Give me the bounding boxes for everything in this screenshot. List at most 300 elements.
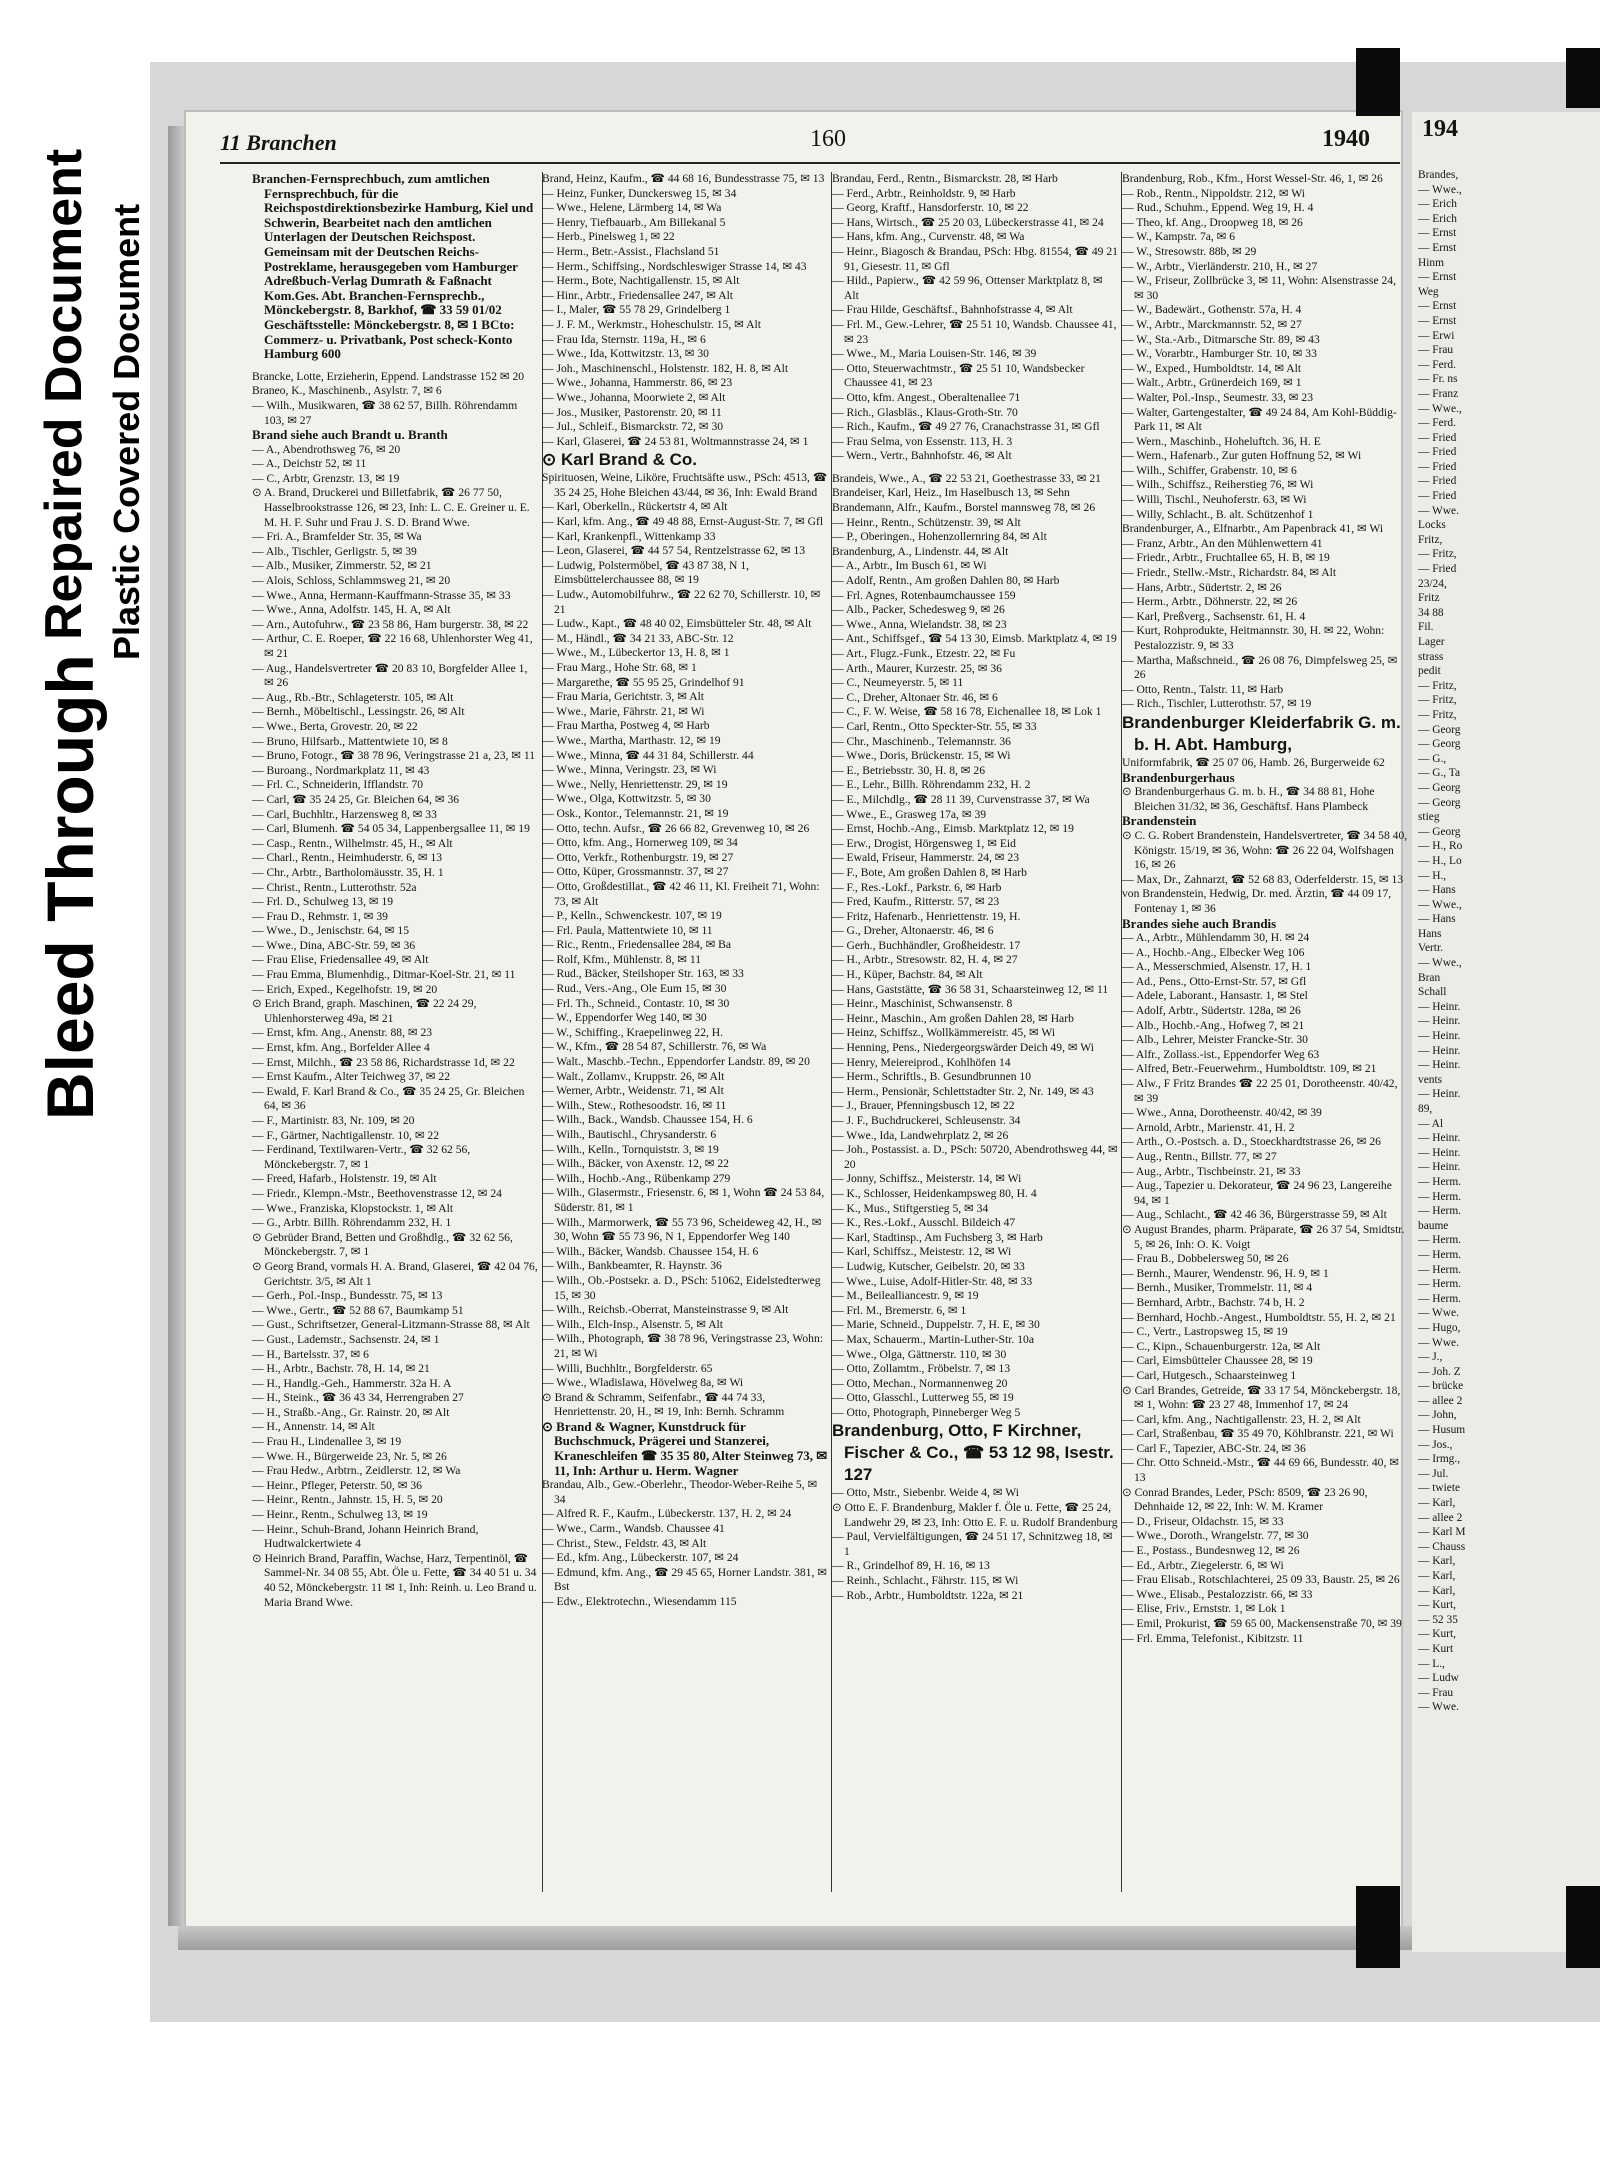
directory-entry: — Rich., Tischler, Lutterothstr. 57, ✉ 19: [1122, 697, 1312, 711]
adjacent-page-line: — Heinr.: [1418, 1044, 1461, 1057]
directory-entry: ⊙ Georg Brand, vormals H. A. Brand, Glaserei, ☎ 42 04 76, Gerichtstr. 3/5, ✉ Alt 1: [252, 1259, 538, 1288]
adjacent-page-line: — twiete: [1418, 1482, 1461, 1495]
directory-entry: — Rud., Schuhm., Eppend. Weg 19, H. 4: [1122, 201, 1314, 215]
directory-entry: — Wwe. H., Bürgerweide 23, Nr. 5, ✉ 26: [252, 1449, 447, 1463]
directory-entry: — Alfred R. F., Kaufm., Lübeckerstr. 137, H. 2, ✉ 24: [542, 1507, 792, 1521]
adjacent-page-line: — Fritz,: [1418, 694, 1457, 707]
directory-entry: — H., Steink., ☎ 36 43 34, Herrengraben 27: [252, 1391, 464, 1405]
directory-entry: ⊙ Karl Brand & Co.: [542, 450, 697, 470]
adjacent-page-line: Fil.: [1418, 621, 1434, 634]
directory-entry: — Wilh., Schiffer, Grabenstr. 10, ✉ 6: [1122, 463, 1297, 477]
directory-entry: — Leon, Glaserei, ☎ 44 57 54, Rentzelstrasse 62, ✉ 13: [542, 544, 806, 558]
adjacent-page-line: — Georg: [1418, 796, 1461, 809]
directory-entry: — Margarethe, ☎ 55 95 25, Grindelhof 91: [542, 675, 745, 689]
directory-entry: — Frau Hedw., Arbtrn., Zeidlerstr. 12, ✉ Wa: [252, 1464, 461, 1478]
directory-entry: — Freed, Hafarb., Holstenstr. 19, ✉ Alt: [252, 1172, 437, 1186]
directory-entry: — Ewald, F. Karl Brand & Co., ☎ 35 24 25, Gr. Bleichen 64, ✉ 36: [252, 1084, 525, 1113]
directory-entry: — Ant., Schiffsgef., ☎ 54 13 30, Eimsb. Marktplatz 4, ✉ 19: [832, 632, 1117, 646]
directory-entry: — G., Arbtr. Billh. Röhrendamm 232, H. 1: [252, 1216, 452, 1230]
directory-entry: — Wern., Vertr., Bahnhofstr. 46, ✉ Alt: [832, 449, 1012, 463]
directory-entry: — K., Schlosser, Heidenkampsweg 80, H. 4: [832, 1186, 1037, 1200]
directory-entry: — Hild., Papierw., ☎ 42 59 96, Ottenser Marktplatz 8, ✉ Alt: [832, 274, 1103, 302]
directory-entry: — Wilh., Bäcker, von Axenstr. 12, ✉ 22: [542, 1157, 729, 1171]
adjacent-page-line: — Erich: [1418, 198, 1457, 211]
adjacent-page-line: — Frau: [1418, 344, 1454, 357]
directory-entry: — W., Sta.-Arb., Ditmarsche Str. 89, ✉ 43: [1122, 332, 1320, 346]
directory-entry: — Otto, Zollamtm., Fröbelstr. 7, ✉ 13: [832, 1362, 1011, 1376]
directory-entry: — Wwe., Franziska, Klopstockstr. 1, ✉ Alt: [252, 1201, 454, 1215]
directory-entry: — W., Schiffing., Kraepelinweg 22, H.: [542, 1025, 724, 1039]
adjacent-page-line: — Fried: [1418, 431, 1457, 444]
directory-entry: — Herb., Pinelsweg 1, ✉ 22: [542, 230, 675, 244]
directory-entry: — Adolf, Arbtr., Südertstr. 128a, ✉ 26: [1122, 1004, 1301, 1018]
directory-entry: — Art., Flugz.-Funk., Etzestr. 22, ✉ Fu: [832, 647, 1016, 660]
directory-entry: — Hans, Wirtsch., ☎ 25 20 03, Lübeckerstrasse 41, ✉ 24: [832, 215, 1104, 229]
binding-tab-top-right: [1566, 48, 1600, 108]
directory-entry: — Heinz, Funker, Dunckersweg 15, ✉ 34: [542, 186, 737, 200]
directory-entry: — Max, Dr., Zahnarzt, ☎ 52 68 83, Oderfelderstr. 15, ✉ 13: [1122, 872, 1404, 886]
adjacent-page-line: — Karl M: [1418, 1526, 1466, 1539]
directory-entry: — Alb., Tischler, Gerligstr. 5, ✉ 39: [252, 544, 417, 558]
directory-entry: — Wwe., Martha, Marthastr. 12, ✉ 19: [542, 733, 721, 747]
directory-entry: — Willi, Tischl., Neuhoferstr. 63, ✉ Wi: [1122, 493, 1307, 507]
directory-entry: — G., Dreher, Altonaerstr. 46, ✉ 6: [832, 924, 994, 938]
directory-entry: — W., Badewärt., Gothenstr. 57a, H. 4: [1122, 303, 1302, 317]
directory-entry: — Karl, Krankenpfl., Wittenkamp 33: [542, 529, 716, 543]
binding-tab-bottom-right: [1566, 1886, 1600, 1968]
directory-entry: — Wilh., Schiffsz., Reiherstieg 76, ✉ Wi: [1122, 478, 1314, 492]
directory-entry: — Carl, Blumenh. ☎ 54 05 34, Lappenbergsallee 11, ✉ 19: [252, 822, 530, 836]
directory-entry: — C., Vertr., Lastropsweg 15, ✉ 19: [1122, 1325, 1288, 1339]
directory-entry: — Erich, Exped., Kegelhofstr. 19, ✉ 20: [252, 982, 438, 996]
adjacent-page-line: strass: [1418, 650, 1444, 663]
directory-entry: — Aug., Handelsvertreter ☎ 20 83 10, Borgfelder Allee 1, ✉ 26: [252, 661, 528, 690]
directory-entry: — Wilh., Reichsb.-Oberrat, Mansteinstrasse 9, ✉ Alt: [542, 1303, 789, 1317]
directory-entry: ⊙ Brandenburgerhaus G. m. b. H., ☎ 34 88 81, Hohe Bleichen 31/32, ✉ 36, Geschäftsf. Hans Plambeck: [1122, 785, 1375, 813]
directory-entry: — Willi, Buchhltr., Borgfelderstr. 65: [542, 1361, 713, 1375]
directory-entry: — E., Milchdlg., ☎ 28 11 39, Curvenstrasse 37, ✉ Wa: [832, 792, 1090, 806]
directory-entry: — Wwe., Carm., Wandsb. Chaussee 41: [542, 1522, 725, 1536]
directory-entry: — Friedr., Arbtr., Fruchtallee 65, H. B, ✉ 19: [1122, 551, 1330, 565]
listing-column-4: [1122, 172, 1408, 1902]
adjacent-page-line: — allee 2: [1418, 1394, 1463, 1407]
directory-entry: — Frau H., Lindenallee 3, ✉ 19: [252, 1435, 402, 1449]
directory-entry: — Wilh., Marmorwerk, ☎ 55 73 96, Scheideweg 42, H., ✉ 30, Wohn ☎ 55 73 96, N 1, Eppendorfer Weg 140: [542, 1215, 822, 1244]
directory-entry: ⊙ Carl Brandes, Getreide, ☎ 33 17 54, Mönckebergstr. 18, ✉ 1, Wohn: ☎ 23 27 48, Immenhof 17, ✉ 24: [1122, 1383, 1401, 1412]
directory-entry: — Joh., Maschinenschl., Holstenstr. 182, H. 8, ✉ Alt: [542, 361, 789, 375]
adjacent-page-line: — Frau: [1418, 1686, 1454, 1699]
adjacent-page-line: Hans: [1418, 927, 1442, 940]
directory-entry: — Wwe., Elisab., Pestalozzistr. 66, ✉ 33: [1122, 1587, 1313, 1601]
directory-entry: — Wwe., Nelly, Henriettenstr. 29, ✉ 19: [542, 777, 728, 791]
directory-entry: — Walt., Zollamv., Kruppstr. 26, ✉ Alt: [542, 1069, 725, 1083]
directory-entry: — Karl, Schiffsz., Meistestr. 12, ✉ Wi: [832, 1245, 1012, 1259]
adjacent-page-line: — H., Lo: [1418, 854, 1462, 867]
directory-entry: — Rud., Vers.-Ang., Ole Eum 15, ✉ 30: [542, 982, 727, 996]
directory-entry: — Frau Marg., Hohe Str. 68, ✉ 1: [542, 661, 697, 674]
directory-entry: — Carl, Hutgesch., Schaarsteinweg 1: [1122, 1368, 1297, 1382]
directory-entry: — Hans, Arbtr., Südertstr. 2, ✉ 26: [1122, 580, 1282, 594]
directory-entry: — Alb., Packer, Schedesweg 9, ✉ 26: [832, 603, 1005, 617]
directory-entry: — F., Res.-Lokf., Parkstr. 6, ✉ Harb: [832, 880, 1002, 894]
adjacent-page-line: — Erich: [1418, 212, 1457, 225]
directory-entry: — W., Vorarbtr., Hamburger Str. 10, ✉ 33: [1122, 347, 1317, 361]
adjacent-page-line: — Ernst: [1418, 227, 1457, 240]
adjacent-page-line: — Franz: [1418, 387, 1459, 400]
directory-entry: — Karl, Stadtinsp., Am Fuchsberg 3, ✉ Harb: [832, 1230, 1043, 1244]
adjacent-page-line: — Herm.: [1418, 1205, 1462, 1218]
directory-entry: von Brandenstein, Hedwig, Dr. med. Ärztin, ☎ 44 09 17, Fontenay 1, ✉ 36: [1122, 887, 1392, 915]
directory-entry: — M., Händl., ☎ 34 21 33, ABC-Str. 12: [542, 631, 734, 645]
adjacent-page-line: — Fr. ns: [1418, 373, 1458, 386]
directory-entry: — Arthur, C. E. Roeper, ☎ 22 16 68, Uhlenhorster Weg 41, ✉ 21: [252, 632, 533, 660]
directory-entry: — Frl. C., Schneiderin, Ifflandstr. 70: [252, 778, 424, 792]
directory-entry: — Gust., Schriftsetzer, General-Litzmann-Strasse 88, ✉ Alt: [252, 1318, 530, 1332]
directory-entry: — Wilh., Hochb.-Ang., Rübenkamp 279: [542, 1171, 731, 1185]
directory-entry: — Herm., Schiffsing., Nordschleswiger Strasse 14, ✉ 43: [542, 259, 807, 273]
directory-entry: Brand siehe auch Brandt u. Branth: [252, 427, 448, 443]
directory-entry: — Wilh., Photograph, ☎ 38 78 96, Veringstrasse 23, Wohn: 21, ✉ Wi: [542, 1332, 823, 1360]
directory-entry: — Rich., Glasbläs., Klaus-Groth-Str. 70: [832, 405, 1018, 419]
directory-entry: — Adele, Laborant., Hansastr. 1, ✉ Stel: [1122, 989, 1308, 1003]
adjacent-page-line: — allee 2: [1418, 1511, 1463, 1524]
directory-entry: — P., Kelln., Schwenckestr. 107, ✉ 19: [542, 909, 722, 923]
directory-entry: — Fritz, Hafenarb., Henriettenstr. 19, H.: [832, 909, 1021, 923]
directory-entry: — Alb., Musiker, Zimmerstr. 52, ✉ 21: [252, 559, 432, 573]
directory-entry: — J., Brauer, Pfenningsbusch 12, ✉ 22: [832, 1099, 1015, 1113]
directory-entry: ⊙ Conrad Brandes, Leder, PSch: 8509, ☎ 23 26 90, Dehnhaide 12, ✉ 22, Inh: W. M. Kramer: [1122, 1485, 1368, 1514]
directory-entry: — E., Postass., Bundesnweg 12, ✉ 26: [1122, 1544, 1300, 1558]
directory-entry: Uniformfabrik, ☎ 25 07 06, Hamb. 26, Burgerweide 62: [1122, 755, 1385, 769]
directory-entry: — Wwe., Minna, ☎ 44 31 84, Schillerstr. 44: [542, 748, 754, 762]
adjacent-page-line: pedit: [1418, 665, 1441, 678]
adjacent-page-line: — Wwe.: [1418, 1701, 1459, 1714]
directory-entry: — Wwe., Anna, Hermann-Kauffmann-Strasse 35, ✉ 33: [252, 588, 511, 602]
directory-entry: — Wwe., Olga, Kottwitzstr. 5, ✉ 30: [542, 792, 711, 806]
directory-entry: — P., Oberingen., Hohenzollernring 84, ✉ Alt: [832, 530, 1047, 544]
directory-entry: — Ludwig, Kutscher, Geibelstr. 20, ✉ 33: [832, 1259, 1025, 1273]
directory-entry: — W., Arbtr., Marckmannstr. 52, ✉ 27: [1122, 317, 1302, 331]
adjacent-page-line: Bran: [1418, 971, 1441, 984]
directory-entry: — R., Grindelhof 89, H. 16, ✉ 13: [832, 1559, 990, 1573]
directory-entry: — Arth., Maurer, Kurzestr. 25, ✉ 36: [832, 661, 1002, 675]
directory-entry: — Erw., Drogist, Hörgensweg 1, ✉ Eid: [832, 836, 1016, 850]
adjacent-page-line: vents: [1418, 1073, 1443, 1086]
directory-entry: — Wwe., Gertr., ☎ 52 88 67, Baumkamp 51: [252, 1303, 464, 1317]
adjacent-page-line: — H.,: [1418, 869, 1447, 882]
directory-entry: — Willy, Schlacht., B. alt. Schützenhof 1: [1122, 507, 1314, 521]
repaired-document-label: Repaired Document: [35, 148, 93, 640]
directory-entry: — A., Hochb.-Ang., Elbecker Weg 106: [1122, 945, 1305, 959]
adjacent-page-line: — Karl,: [1418, 1570, 1456, 1582]
directory-entry: — Arnold, Arbtr., Marienstr. 41, H. 2: [1122, 1120, 1295, 1134]
page-header: [220, 126, 1400, 164]
directory-entry: — Carl, Buchhltr., Harzensweg 8, ✉ 33: [252, 807, 437, 821]
directory-entry: — Paul, Vervielfältigungen, ☎ 24 51 17, Schnitzweg 18, ✉ 1: [832, 1530, 1113, 1558]
directory-entry: — Reinh., Schlacht., Fährstr. 115, ✉ Wi: [832, 1574, 1019, 1588]
directory-entry: Brandau, Ferd., Rentn., Bismarckstr. 28, ✉ Harb: [832, 172, 1058, 185]
directory-entry: — Christ., Stew., Feldstr. 43, ✉ Alt: [542, 1536, 707, 1550]
directory-entry: — Ernst, Hochb.-Ang., Eimsb. Marktplatz 12, ✉ 19: [832, 822, 1074, 836]
directory-entry: — Ad., Pens., Otto-Ernst-Str. 57, ✉ Gfl: [1122, 974, 1307, 988]
directory-entry: — Osk., Kontor., Telemannstr. 21, ✉ 19: [542, 806, 729, 820]
directory-entry: — Heinr., Rentn., Schulweg 13, ✉ 19: [252, 1508, 428, 1522]
adjacent-page-line: — Jul.: [1418, 1467, 1449, 1480]
directory-entry: — Heinr., Pfleger, Peterstr. 50, ✉ 36: [252, 1478, 422, 1492]
adjacent-page-line: — G.,: [1418, 752, 1447, 765]
directory-entry: — W., Friseur, Zollbrücke 3, ✉ 11, Wohn: Alsenstrasse 24, ✉ 30: [1122, 274, 1396, 302]
adjacent-page-line: — Fried: [1418, 475, 1457, 488]
listing-column-2: [542, 172, 828, 1902]
adjacent-page-line: — Wwe.: [1418, 504, 1459, 517]
directory-entry: — W., Kampstr. 7a, ✉ 6: [1122, 230, 1236, 244]
directory-entry: — Rob., Arbtr., Humboldtstr. 122a, ✉ 21: [832, 1588, 1024, 1602]
adjacent-page-line: — Kurt,: [1418, 1599, 1456, 1612]
listing-column-1: [252, 172, 538, 1902]
directory-entry: — Frl. Emma, Telefonist., Kibitzstr. 11: [1122, 1631, 1304, 1645]
directory-entry: — Rob., Rentn., Nippoldstr. 212, ✉ Wi: [1122, 186, 1305, 200]
directory-entry: — Alfred, Betr.-Feuerwehrm., Humboldtstr. 109, ✉ 21: [1122, 1062, 1377, 1076]
directory-entry: — Otto, Glasschl., Lutterweg 55, ✉ 19: [832, 1391, 1014, 1405]
directory-entry: — Wilh., Bautischl., Chrysanderstr. 6: [542, 1128, 717, 1141]
directory-entry: — Gerh., Pol.-Insp., Bundesstr. 75, ✉ 13: [252, 1289, 443, 1303]
adjacent-page-line: — Georg: [1418, 825, 1461, 838]
directory-entry: — Christ., Rentn., Lutterothstr. 52a: [252, 880, 417, 894]
directory-entry: — Ernst Kaufm., Alter Teichweg 37, ✉ 22: [252, 1070, 451, 1084]
directory-entry: — Casp., Rentn., Wilhelmstr. 45, H., ✉ Alt: [252, 836, 453, 850]
directory-entry: — H., Straßb.-Ang., Gr. Rainstr. 20, ✉ Alt: [252, 1405, 450, 1419]
directory-entry: — E., Lehr., Billh. Röhrendamm 232, H. 2: [832, 778, 1031, 792]
directory-entry: — Heinr., Biagosch & Brandau, PSch: Hbg. 81554, ☎ 49 21 91, Giesestr. 11, ✉ Gfl: [832, 244, 1118, 273]
directory-entry: — Wern., Maschinb., Hoheluftch. 36, H. E: [1122, 434, 1321, 448]
directory-entry: — Wwe., Dina, ABC-Str. 59, ✉ 36: [252, 938, 416, 952]
directory-entry: — Wwe., Luise, Adolf-Hitler-Str. 48, ✉ 33: [832, 1274, 1033, 1288]
directory-entry: Brandenburger Kleiderfabrik G. m. b. H. Abt. Hamburg,: [1122, 712, 1401, 754]
adjacent-page-line: — Herm.: [1418, 1234, 1462, 1247]
directory-entry: — Frau Ida, Sternstr. 119a, H., ✉ 6: [542, 332, 706, 346]
directory-entry: — Wwe., Doroth., Wrangelstr. 77, ✉ 30: [1122, 1529, 1309, 1543]
directory-entry: Brandenburger, A., Elfnarbtr., Am Papenbrack 41, ✉ Wi: [1122, 522, 1384, 536]
directory-entry: — Herm., Bote, Nachtigallenstr. 15, ✉ Alt: [542, 274, 740, 288]
adjacent-page-line: Lager: [1418, 636, 1445, 648]
directory-entry: — Wwe., E., Grasweg 17a, ✉ 39: [832, 807, 987, 821]
directory-entry: — Frl. M., Bremerstr. 6, ✉ 1: [832, 1303, 967, 1317]
directory-entry: — C., Dreher, Altonaer Str. 46, ✉ 6: [832, 690, 998, 704]
directory-entry: — M., Beilealliancestr. 9, ✉ 19: [832, 1289, 979, 1303]
directory-entry: — Frl. Agnes, Rotenbaumchaussee 159: [832, 588, 1016, 602]
directory-entry: — Otto, Rentn., Talstr. 11, ✉ Harb: [1122, 682, 1284, 696]
directory-entry: — Martha, Maßschneid., ☎ 26 08 76, Dimpfelsweg 25, ✉ 26: [1122, 653, 1398, 682]
adjacent-page-line: — 52 35: [1418, 1613, 1458, 1626]
adjacent-page-line: — Ferd.: [1418, 417, 1456, 430]
directory-entry: — Frau Maria, Gerichtstr. 3, ✉ Alt: [542, 690, 705, 704]
directory-entry: — W., Stresowstr. 88b, ✉ 29: [1122, 244, 1257, 258]
directory-entry: — Edmund, kfm. Ang., ☎ 29 45 65, Horner Landstr. 381, ✉ Bst: [542, 1565, 827, 1594]
adjacent-page-line: — Husum: [1418, 1424, 1466, 1437]
directory-entry: — Walter, Pol.-Insp., Seumestr. 33, ✉ 23: [1122, 390, 1314, 404]
directory-entry: Brandau, Alb., Gew.-Oberlehr., Theodor-Weber-Reihe 5, ✉ 34: [542, 1478, 818, 1506]
directory-entry: — F., Bote, Am großen Dahlen 8, ✉ Harb: [832, 865, 1027, 879]
directory-entry: — Heinr., Maschinist, Schwansenstr. 8: [832, 997, 1013, 1011]
directory-entry: — Karl, Glaserei, ☎ 24 53 81, Woltmannstrasse 24, ✉ 1: [542, 434, 809, 448]
directory-entry: — H., Arbtr., Stresowstr. 82, H. 4, ✉ 27: [832, 953, 1018, 967]
adjacent-page-line: — Georg: [1418, 738, 1461, 751]
adjacent-page-line: Fritz,: [1418, 533, 1443, 546]
directory-entry: — Franz, Arbtr., An den Mühlenwettern 41: [1122, 536, 1323, 550]
directory-entry: — Frau Selma, von Essenstr. 113, H. 3: [832, 434, 1013, 448]
directory-entry: — Henry, Meiereiprod., Kohlhöfen 14: [832, 1055, 1011, 1069]
directory-entry: — Alfr., Zollass.-ist., Eppendorfer Weg 63: [1122, 1047, 1320, 1061]
directory-entry: — Ed., kfm. Ang., Lübeckerstr. 107, ✉ 24: [542, 1551, 739, 1565]
directory-entry: — K., Res.-Lokf., Ausschl. Bildeich 47: [832, 1216, 1016, 1230]
directory-entry: — Ludw., Kapt., ☎ 48 40 02, Eimsbütteler Str. 48, ✉ Alt: [542, 617, 812, 631]
adjacent-page-line: baume: [1418, 1219, 1449, 1232]
adjacent-page-line: — Fritz,: [1418, 548, 1457, 561]
directory-entry: — Ferd., Arbtr., Reinholdstr. 9, ✉ Harb: [832, 186, 1016, 200]
directory-entry: — Otto, Großdestillat., ☎ 42 46 11, Kl. Freiheit 71, Wohn: 73, ✉ Alt: [542, 879, 820, 908]
directory-entry: — Heinr., Schuh-Brand, Johann Heinrich Brand, Hudtwalckertwiete 4: [252, 1522, 479, 1551]
adjacent-page-line: — Kurt,: [1418, 1628, 1456, 1641]
adjacent-page-line: Fritz: [1418, 592, 1440, 605]
directory-entry: — W., Eppendorfer Weg 140, ✉ 30: [542, 1011, 707, 1025]
directory-entry: ⊙ Heinrich Brand, Paraffin, Wachse, Harz, Terpentinöl, ☎ Sammel-Nr. 34 08 55, Abt. Öle u. Fette, ☎ 34 40 51 u. 34 40 52, Mönckebergstr. 11 ✉ 1, Inh: Reinh. u. Leo Brand u. Maria Brand Wwe.: [252, 1551, 537, 1609]
directory-entry: — Karl, Oberkelln., Rückertstr 4, ✉ Alt: [542, 500, 728, 514]
binding-tab-top: [1356, 48, 1400, 116]
adjacent-page-line: — Wwe.,: [1418, 402, 1462, 415]
directory-entry: — Wwe., D., Jenischstr. 64, ✉ 15: [252, 924, 409, 938]
directory-entry: — Carl F., Tapezier, ABC-Str. 24, ✉ 36: [1122, 1441, 1306, 1455]
directory-entry: — Herm., Betr.-Assist., Flachsland 51: [542, 244, 720, 258]
directory-entry: — Ernst, kfm. Ang., Borfelder Allee 4: [252, 1041, 430, 1055]
directory-entry: — Frau Martha, Postweg 4, ✉ Harb: [542, 719, 710, 733]
directory-entry: — Chr. Otto Schneid.-Mstr., ☎ 44 69 66, Bundesstr. 40, ✉ 13: [1122, 1456, 1399, 1485]
adjacent-page-line: — Al: [1418, 1117, 1443, 1130]
directory-entry: ⊙ Otto E. F. Brandenburg, Makler f. Öle u. Fette, ☎ 25 24, Landwehr 29, ✉ 23, Inh: Otto E. F. u. Rudolf Brandenburg: [832, 1501, 1118, 1529]
directory-entry: — Wilh., Glasermstr., Friesenstr. 6, ✉ 1, Wohn ☎ 24 53 84, Süderstr. 81, ✉ 1: [542, 1186, 825, 1214]
directory-entry: — W., Kfm., ☎ 28 54 87, Schillerstr. 76, ✉ Wa: [542, 1040, 767, 1054]
directory-entry: — Emil, Prokurist, ☎ 59 65 00, Mackensenstraße 70, ✉ 39: [1122, 1617, 1402, 1630]
directory-entry: ⊙ Gebrüder Brand, Betten und Großhdlg., ☎ 32 62 56, Mönckebergstr. 7, ✉ 1: [252, 1230, 513, 1259]
directory-entry: — Frau Elisab., Rotschlachterei, 25 09 33, Baustr. 25, ✉ 26: [1122, 1573, 1400, 1587]
directory-entry: — Frl. M., Gew.-Lehrer, ☎ 25 51 10, Wandsb. Chaussee 41, ✉ 23: [832, 317, 1117, 346]
directory-entry: — Aug., Schlacht., ☎ 42 46 36, Bürgerstrasse 59, ✉ Alt: [1122, 1208, 1387, 1222]
directory-entry: — C., Arbtr, Grenzstr. 13, ✉ 19: [252, 471, 400, 485]
directory-entry: — Jos., Musiker, Pastorenstr. 20, ✉ 11: [542, 405, 722, 419]
directory-entry: — H., Arbtr., Bachstr. 78, H. 14, ✉ 21: [252, 1362, 430, 1376]
directory-entry: — Wwe., Anna, Dorotheenstr. 40/42, ✉ 39: [1122, 1106, 1322, 1120]
directory-entry: — Henry, Tiefbauarb., Am Billekanal 5: [542, 215, 726, 229]
directory-entry: Brandeiser, Karl, Heiz., Im Haselbusch 13, ✉ Sehn: [832, 486, 1070, 500]
listing-column-3: [832, 172, 1118, 1902]
directory-entry: — Aug., Arbtr., Tischbeinstr. 21, ✉ 33: [1122, 1164, 1301, 1178]
directory-entry: — Wwe., Johanna, Moorwiete 2, ✉ Alt: [542, 390, 726, 404]
directory-entry: — Wwe., Helene, Lärmberg 14, ✉ Wa: [542, 201, 722, 215]
directory-entry: — Marie, Schneid., Duppelstr. 7, H. E, ✉ 30: [832, 1318, 1040, 1332]
adjacent-page-line: — Wwe.: [1418, 1307, 1459, 1320]
adjacent-page-line: — G., Ta: [1418, 767, 1461, 780]
directory-entry: — Otto, Steuerwachtmstr., ☎ 25 51 10, Wandsbecker Chaussee 41, ✉ 23: [832, 361, 1085, 390]
adjacent-page-line: — Herm.: [1418, 1263, 1462, 1276]
directory-entry: — K., Mus., Stiftgerstieg 5, ✉ 34: [832, 1201, 989, 1215]
directory-entry: — Otto, Mechan., Normannenweg 20: [832, 1376, 1008, 1390]
directory-entry: — Buroang., Nordmarkplatz 11, ✉ 43: [252, 763, 430, 777]
adjacent-page-line: — Heinr.: [1418, 1161, 1461, 1174]
directory-entry: — Otto, kfm. Angest., Oberaltenallee 71: [832, 390, 1021, 404]
adjacent-page-line: 89,: [1418, 1103, 1433, 1115]
directory-entry: — Henning, Pens., Niedergeorgswärder Deich 49, ✉ Wi: [832, 1041, 1095, 1055]
directory-entry: Brandenburg, A., Lindenstr. 44, ✉ Alt: [832, 544, 1009, 558]
adjacent-page-fragment: [1412, 112, 1600, 1952]
adjacent-page-line: — Ernst: [1418, 271, 1457, 284]
section-title: 11 Branchen: [220, 130, 337, 155]
page-bottom-edge: [178, 1926, 1418, 1950]
directory-entry: — Heinr., Rentn., Schützenstr. 39, ✉ Alt: [832, 515, 1021, 529]
directory-entry: Brandenburgerhaus: [1122, 769, 1235, 785]
directory-entry: — Wwe., Ida, Kottwitzstr. 13, ✉ 30: [542, 347, 709, 361]
directory-entry: — Friedr., Stellw.-Mstr., Richardstr. 84, ✉ Alt: [1122, 566, 1337, 580]
directory-entry: — Frl. Th., Schneid., Contastr. 10, ✉ 30: [542, 996, 730, 1010]
directory-entry: — Carl, Straßenbau, ☎ 35 49 70, Köhlbranstr. 221, ✉ Wi: [1122, 1427, 1394, 1441]
directory-entry: — D., Friseur, Oldachstr. 15, ✉ 33: [1122, 1514, 1284, 1528]
adjacent-page-line: — Wwe.,: [1418, 183, 1462, 196]
adjacent-page-line: — Karl,: [1418, 1497, 1456, 1510]
directory-entry: — Otto, kfm. Ang., Hornerweg 109, ✉ 34: [542, 836, 738, 850]
directory-entry: — H., Küper, Bachstr. 84, ✉ Alt: [832, 968, 983, 982]
directory-entry: ⊙ Erich Brand, graph. Maschinen, ☎ 22 24 29, Uhlenhorsterweg 49a, ✉ 21: [252, 997, 477, 1025]
directory-entry: — Wwe., Anna, Wielandstr. 38, ✉ 23: [832, 617, 1007, 631]
header-year: 1940: [1322, 126, 1370, 152]
adjacent-page-line: — Fried: [1418, 563, 1457, 576]
directory-entry: — Bernh., Musiker, Trommelstr. 11, ✉ 4: [1122, 1281, 1313, 1295]
directory-entry: — F., Martinistr. 83, Nr. 109, ✉ 20: [252, 1114, 415, 1127]
directory-entry: — Adolf, Rentn., Am großen Dahlen 80, ✉ Harb: [832, 574, 1060, 588]
adjacent-page-lines: [1412, 168, 1465, 1715]
directory-entry: — Rich., Kaufm., ☎ 49 27 76, Cranachstrasse 31, ✉ Gfl: [832, 420, 1100, 434]
directory-entry: — Otto, Küper, Grossmannstr. 37, ✉ 27: [542, 865, 729, 879]
directory-entry: — Alb., Hochb.-Ang., Hofweg 7, ✉ 21: [1122, 1018, 1305, 1032]
directory-entry: Spirituosen, Weine, Liköre, Fruchtsäfte usw., PSch: 4513, ☎ 35 24 25, Hohe Bleichen 43/44, ✉ 36, Inh: Ewald Brand: [542, 471, 828, 499]
directory-entry: — Ludw., Automobilfuhrw., ☎ 22 62 70, Schillerstr. 10, ✉ 21: [542, 588, 821, 616]
directory-entry: — W., Arbtr., Vierländerstr. 210, H., ✉ 27: [1122, 259, 1318, 273]
directory-entry: — Carl, kfm. Ang., Nachtigallenstr. 23, H. 2, ✉ Alt: [1122, 1412, 1361, 1426]
directory-entry: — Jul., Schleif., Bismarckstr. 72, ✉ 30: [542, 420, 724, 434]
directory-entry: — J. F., Buchdruckerei, Schleusenstr. 34: [832, 1114, 1021, 1127]
directory-entry: — Frl. D., Schulweg 13, ✉ 19: [252, 895, 394, 909]
directory-entry: — A., Messerschmied, Alsenstr. 17, H. 1: [1122, 960, 1312, 974]
directory-entry: — Friedr., Klempn.-Mstr., Beethovenstrasse 12, ✉ 24: [252, 1186, 502, 1200]
directory-entry: — Aug., Rentn., Billstr. 77, ✉ 27: [1122, 1150, 1277, 1163]
directory-entry: — Alois, Schloss, Schlammsweg 21, ✉ 20: [252, 574, 451, 588]
directory-entry: — Frau Elise, Friedensallee 49, ✉ Alt: [252, 953, 429, 967]
directory-entry: — Fri. A., Bramfelder Str. 35, ✉ Wa: [252, 530, 422, 544]
directory-entry: — H., Bartelsstr. 37, ✉ 6: [252, 1347, 369, 1361]
adjacent-page-line: — Georg: [1418, 781, 1461, 794]
adjacent-page-line: — Wwe.,: [1418, 957, 1462, 970]
directory-entry: — Wwe., M., Lübeckertor 13, H. 8, ✉ 1: [542, 646, 730, 660]
directory-entry: — Wwe., Johanna, Hammerstr. 86, ✉ 23: [542, 376, 733, 390]
directory-entry: — Otto, Photograph, Pinneberger Weg 5: [832, 1405, 1021, 1419]
adjacent-page-line: 23/24,: [1418, 577, 1447, 590]
directory-entry: — Frl. Paula, Mattentwiete 10, ✉ 11: [542, 923, 713, 937]
adjacent-page-line: — Hugo,: [1418, 1321, 1461, 1334]
directory-entry: — Alw., F Fritz Brandes ☎ 22 25 01, Dorotheenstr. 40/42, ✉ 39: [1122, 1077, 1398, 1105]
directory-entry: Brandenburg, Otto, F Kirchner, Fischer & Co., ☎ 53 12 98, Isestr. 127: [832, 1421, 1114, 1485]
adjacent-page-line: — Jos.,: [1418, 1438, 1453, 1451]
adjacent-page-line: — Fried: [1418, 460, 1457, 473]
directory-entry: — Otto, techn. Aufsr., ☎ 26 66 82, Grevenweg 10, ✉ 26: [542, 821, 810, 835]
directory-entry: Brancke, Lotte, Erzieherin, Eppend. Landstrasse 152 ✉ 20: [252, 369, 525, 383]
directory-entry: — Herm., Schriftls., B. Gesundbrunnen 10: [832, 1070, 1032, 1084]
